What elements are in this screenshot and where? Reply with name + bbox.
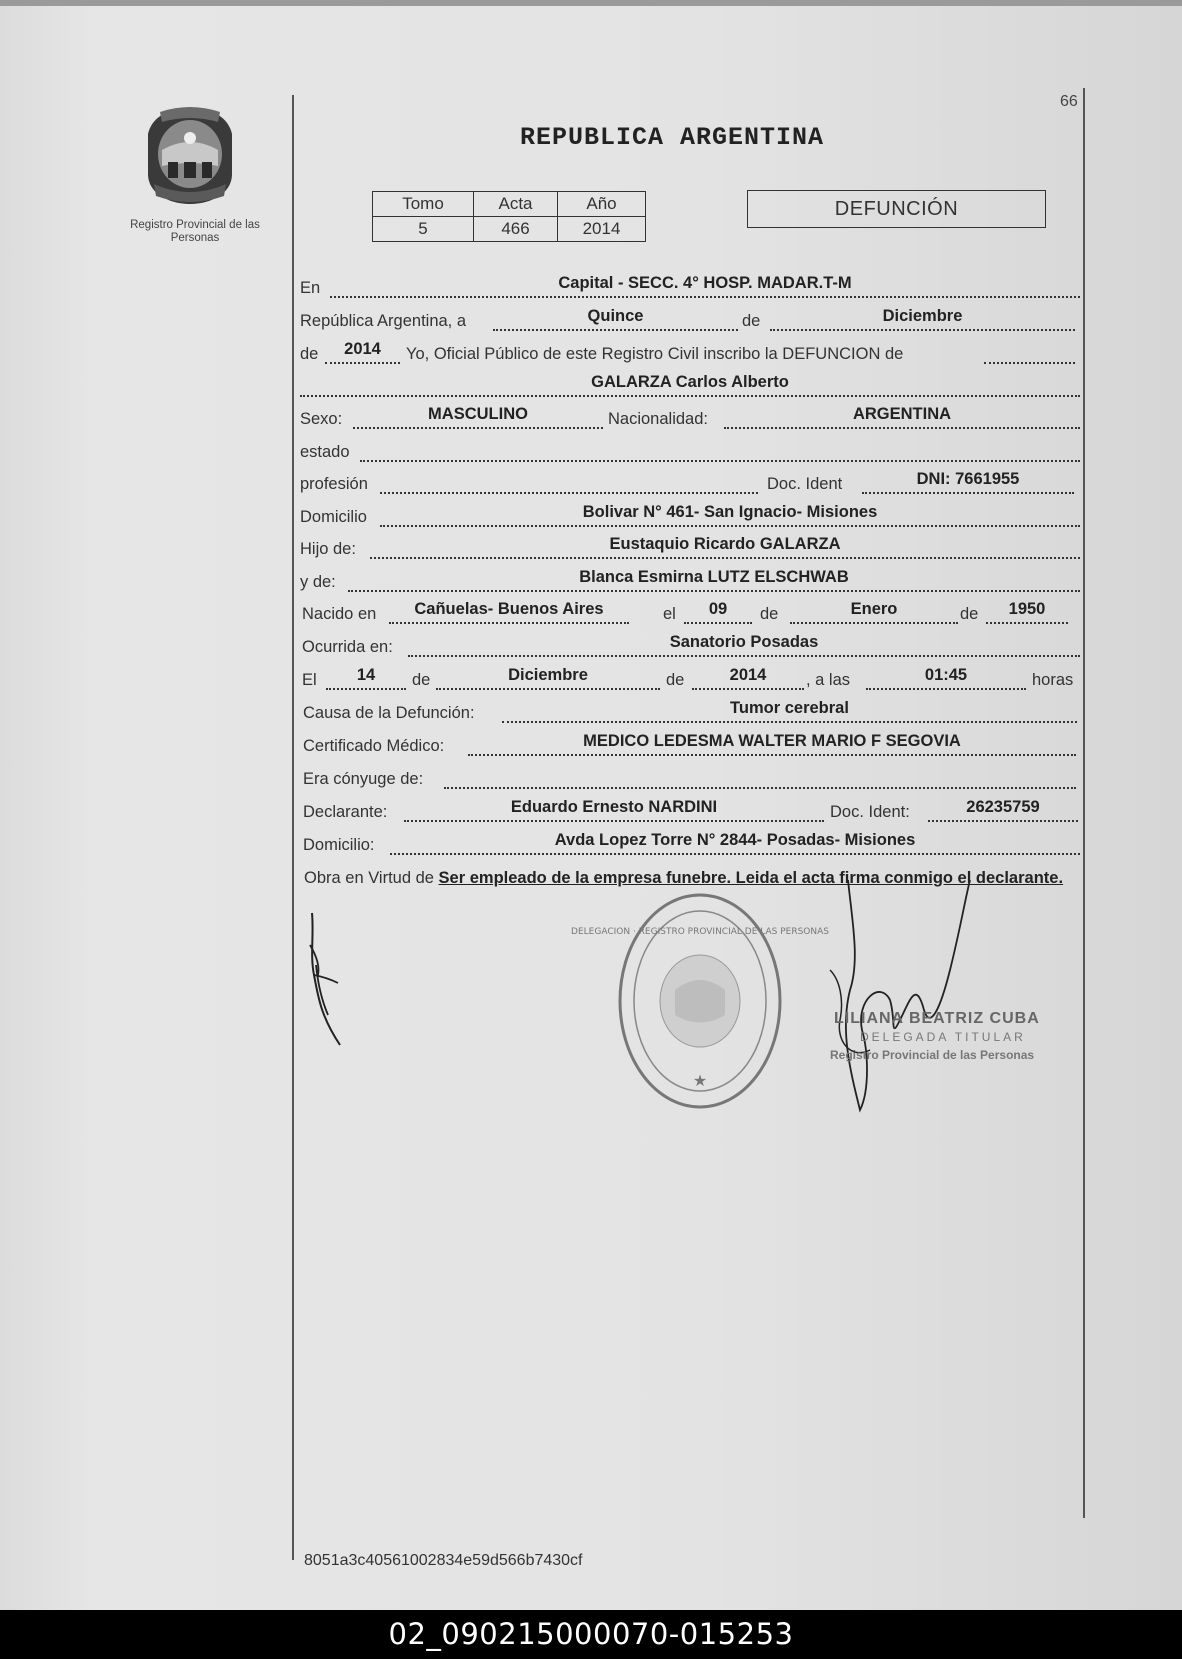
row-name	[300, 367, 1080, 397]
label-certificado: Certificado Médico:	[303, 737, 445, 755]
label-de-fecha-1: de	[412, 671, 431, 689]
page-top-edge	[0, 0, 1182, 6]
field-hora: 01:45	[866, 664, 1026, 690]
field-year: 2014	[325, 338, 400, 364]
header-tomo: Tomo	[373, 192, 474, 217]
value-acta: 466	[474, 217, 558, 242]
value-anio: 2014	[558, 217, 646, 242]
field-sexo: MASCULINO	[353, 403, 603, 429]
row-intro	[300, 334, 1080, 364]
field-certificado: MEDICO LEDESMA WALTER MARIO F SEGOVIA	[468, 730, 1076, 756]
row-hijo	[300, 529, 1080, 559]
field-estado	[360, 436, 1080, 462]
row-ocurrida	[300, 627, 1080, 657]
field-domicilio-declarante: Avda Lopez Torre N° 2844- Posadas- Misiones	[390, 829, 1080, 855]
page-number: 66	[1060, 93, 1078, 110]
field-causa: Tumor cerebral	[502, 697, 1077, 723]
header-acta: Acta	[474, 192, 558, 217]
label-de-fecha-2: de	[666, 671, 685, 689]
field-deceased-name: GALARZA Carlos Alberto	[300, 371, 1080, 397]
label-el-fecha: El	[302, 671, 317, 689]
label-declarante: Declarante:	[303, 803, 388, 821]
label-de-mes: de	[760, 605, 779, 623]
registry-name: Registro Provincial de las Personas	[130, 219, 260, 244]
svg-text:★: ★	[692, 1071, 708, 1090]
label-de-year: de	[300, 345, 319, 363]
field-mes-nacimiento: Enero	[790, 598, 958, 624]
field-lugar-nacimiento: Cañuelas- Buenos Aires	[389, 598, 629, 624]
field-conyuge	[444, 763, 1076, 789]
label-ocurrida: Ocurrida en:	[302, 638, 393, 656]
label-doc-ident: Doc. Ident	[767, 475, 843, 493]
value-tomo: 5	[373, 217, 474, 242]
row-estado	[300, 432, 1080, 462]
label-republica: República Argentina, a	[300, 312, 467, 330]
official-stamp-registry: Registro Provincial de las Personas	[830, 1048, 1035, 1062]
field-ocurrida: Sanatorio Posadas	[408, 631, 1080, 657]
label-en: En	[300, 279, 321, 297]
field-intro-blank	[984, 338, 1075, 364]
label-el: el	[663, 605, 676, 623]
label-domicilio-declarante: Domicilio:	[303, 836, 375, 854]
row-profesion	[300, 464, 1080, 494]
document-id-footer: 02_090215000070-015253	[0, 1610, 1182, 1659]
row-nacido	[300, 594, 1080, 624]
field-day-words: Quince	[493, 305, 738, 331]
field-nacionalidad: ARGENTINA	[724, 403, 1080, 429]
row-fecha	[300, 660, 1080, 690]
label-de-anio: de	[960, 605, 979, 623]
field-en: Capital - SECC. 4° HOSP. MADAR.T-M	[330, 272, 1080, 298]
label-conyuge: Era cónyuge de:	[303, 770, 424, 788]
field-obra: Ser empleado de la empresa funebre. Leida el acta firma conmigo el declarante.	[438, 869, 1064, 887]
field-profesion	[380, 468, 758, 494]
field-madre: Blanca Esmirna LUTZ ELSCHWAB	[348, 566, 1080, 592]
label-de: de	[742, 312, 761, 330]
right-margin-line	[1083, 88, 1085, 1518]
svg-text:DELEGACION · REGISTRO PROVINCI: DELEGACION · REGISTRO PROVINCIAL DE LAS PERSONAS	[571, 927, 829, 937]
field-mes-defuncion: Diciembre	[436, 664, 660, 690]
label-nacionalidad: Nacionalidad:	[608, 410, 708, 428]
label-y-de: y de:	[300, 573, 336, 591]
row-en	[300, 268, 1080, 298]
label-hijo: Hijo de:	[300, 540, 356, 558]
intro-text: Yo, Oficial Público de este Registro Civil inscribo la DEFUNCION de	[406, 345, 904, 363]
row-y-de	[300, 562, 1080, 592]
label-horas: horas	[1032, 671, 1074, 689]
field-anio-nacimiento: 1950	[986, 598, 1068, 624]
field-domicilio: Bolivar N° 461- San Ignacio- Misiones	[380, 501, 1080, 527]
declarant-signature-icon	[300, 905, 360, 1045]
row-conyuge	[300, 759, 1080, 789]
field-padre: Eustaquio Ricardo GALARZA	[370, 533, 1080, 559]
field-declarante: Eduardo Ernesto NARDINI	[404, 796, 824, 822]
row-domicilio	[300, 497, 1080, 527]
document-hash: 8051a3c40561002834e59d566b7430cf	[304, 1552, 583, 1569]
label-obra: Obra en Virtud de	[304, 869, 434, 887]
row-declarante	[300, 792, 1080, 822]
label-sexo: Sexo:	[300, 410, 343, 428]
field-month: Diciembre	[770, 305, 1075, 331]
row-certificado	[300, 726, 1080, 756]
official-stamp-title: DELEGADA TITULAR	[860, 1030, 1026, 1044]
label-nacido: Nacido en	[302, 605, 377, 623]
left-margin-line	[292, 95, 294, 1560]
row-causa	[300, 693, 1080, 723]
field-dia-defuncion: 14	[326, 664, 406, 690]
field-dia-nacimiento: 09	[684, 598, 752, 624]
row-domicilio-declarante	[300, 825, 1080, 855]
misiones-province-coat-of-arms-icon	[140, 104, 240, 208]
official-stamp-name: LILIANA BEATRIZ CUBA	[834, 1010, 1040, 1027]
label-domicilio: Domicilio	[300, 508, 367, 526]
label-doc-ident-declarante: Doc. Ident:	[830, 803, 910, 821]
row-republica	[300, 301, 1080, 331]
field-doc-ident: DNI: 7661955	[862, 468, 1074, 494]
label-a-las: , a las	[806, 671, 851, 689]
label-estado: estado	[300, 443, 350, 461]
field-doc-ident-declarante: 26235759	[928, 796, 1078, 822]
official-round-seal-icon	[571, 890, 829, 1112]
document-title: REPUBLICA ARGENTINA	[520, 123, 825, 152]
header-anio: Año	[558, 192, 646, 217]
official-signature-icon	[820, 880, 1060, 1120]
record-type-box: DEFUNCIÓN	[747, 190, 1046, 228]
row-sexo	[300, 399, 1080, 429]
registry-table	[372, 191, 646, 242]
label-profesion: profesión	[300, 475, 368, 493]
field-anio-defuncion: 2014	[692, 664, 804, 690]
label-causa: Causa de la Defunción:	[303, 704, 475, 722]
